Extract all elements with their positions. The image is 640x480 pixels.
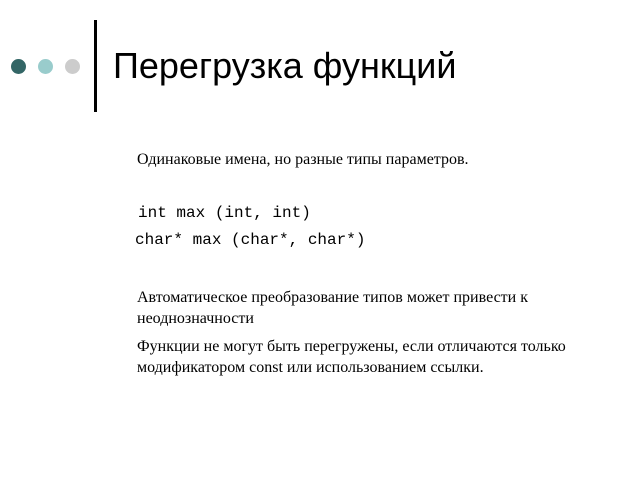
decor-dot-gray [65,59,80,74]
bullet-text-same-names: Одинаковые имена, но разные типы параметров. [137,151,469,168]
title-divider [94,20,97,112]
slide-title: Перегрузка функций [113,45,457,86]
bullet-text-const-overload: Функции не могут быть перегружены, если отличаются только модификатором const или использованием ссылки. [137,338,566,376]
decor-dot-dark [11,59,26,74]
code-line-int-max: int max (int, int) [138,204,311,222]
decor-dot-teal [38,59,53,74]
bullet-text-ambiguity: Автоматическое преобразование типов может привести к неоднозначности [137,289,529,327]
code-line-char-max: char* max (char*, char*) [135,231,366,249]
